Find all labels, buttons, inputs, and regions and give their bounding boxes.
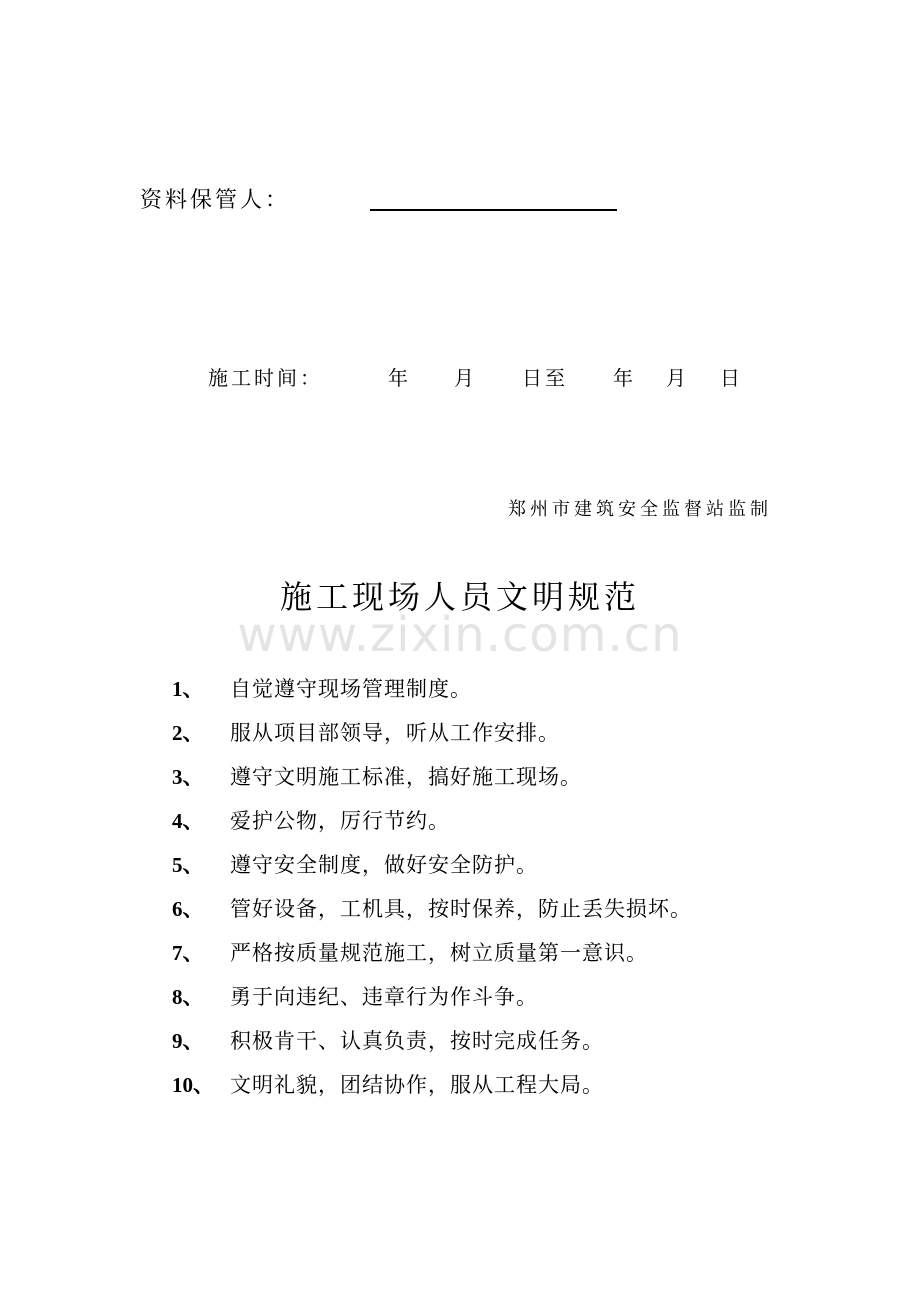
rule-number: 1、	[172, 677, 204, 701]
rule-number: 8、	[172, 985, 204, 1009]
rule-text: 服从项目部领导，听从工作安排。	[230, 721, 560, 745]
rule-text: 文明礼貌，团结协作，服从工程大局。	[230, 1073, 604, 1097]
rule-number: 2、	[172, 721, 204, 745]
rule-text: 严格按质量规范施工，树立质量第一意识。	[230, 941, 648, 965]
end-month-unit: 月	[666, 366, 689, 390]
rule-number: 3、	[172, 765, 204, 789]
custodian-label: 资料保管人：	[140, 188, 291, 213]
construction-time-label: 施工时间：	[208, 366, 323, 390]
rule-text: 积极肯干、认真负责，按时完成任务。	[230, 1029, 604, 1053]
rule-text: 遵守安全制度，做好安全防护。	[230, 853, 538, 877]
end-day-unit: 日	[720, 366, 743, 390]
rule-number: 5、	[172, 853, 204, 877]
construction-time-row	[208, 362, 768, 390]
start-day-to-unit: 日至	[522, 366, 568, 390]
rule-text: 管好设备，工机具，按时保养，防止丢失损坏。	[230, 897, 692, 921]
rule-text: 遵守文明施工标准，搞好施工现场。	[230, 765, 582, 789]
rule-number: 9、	[172, 1029, 204, 1053]
rule-number: 4、	[172, 809, 204, 833]
rules-title: 施工现场人员文明规范	[279, 578, 640, 616]
start-month-unit: 月	[454, 366, 477, 390]
rule-text: 爱护公物，厉行节约。	[230, 809, 450, 833]
watermark: www.zixin.com.cn	[237, 607, 683, 663]
rule-number: 10、	[172, 1073, 214, 1097]
rule-text: 自觉遵守现场管理制度。	[230, 677, 472, 701]
supervisor-credit: 郑州市建筑安全监督站监制	[508, 499, 772, 520]
custodian-signature-line	[370, 209, 617, 211]
start-year-unit: 年	[388, 366, 411, 390]
end-year-unit: 年	[613, 366, 636, 390]
rule-number: 6、	[172, 897, 204, 921]
rule-number: 7、	[172, 941, 204, 965]
rule-text: 勇于向违纪、违章行为作斗争。	[230, 985, 538, 1009]
